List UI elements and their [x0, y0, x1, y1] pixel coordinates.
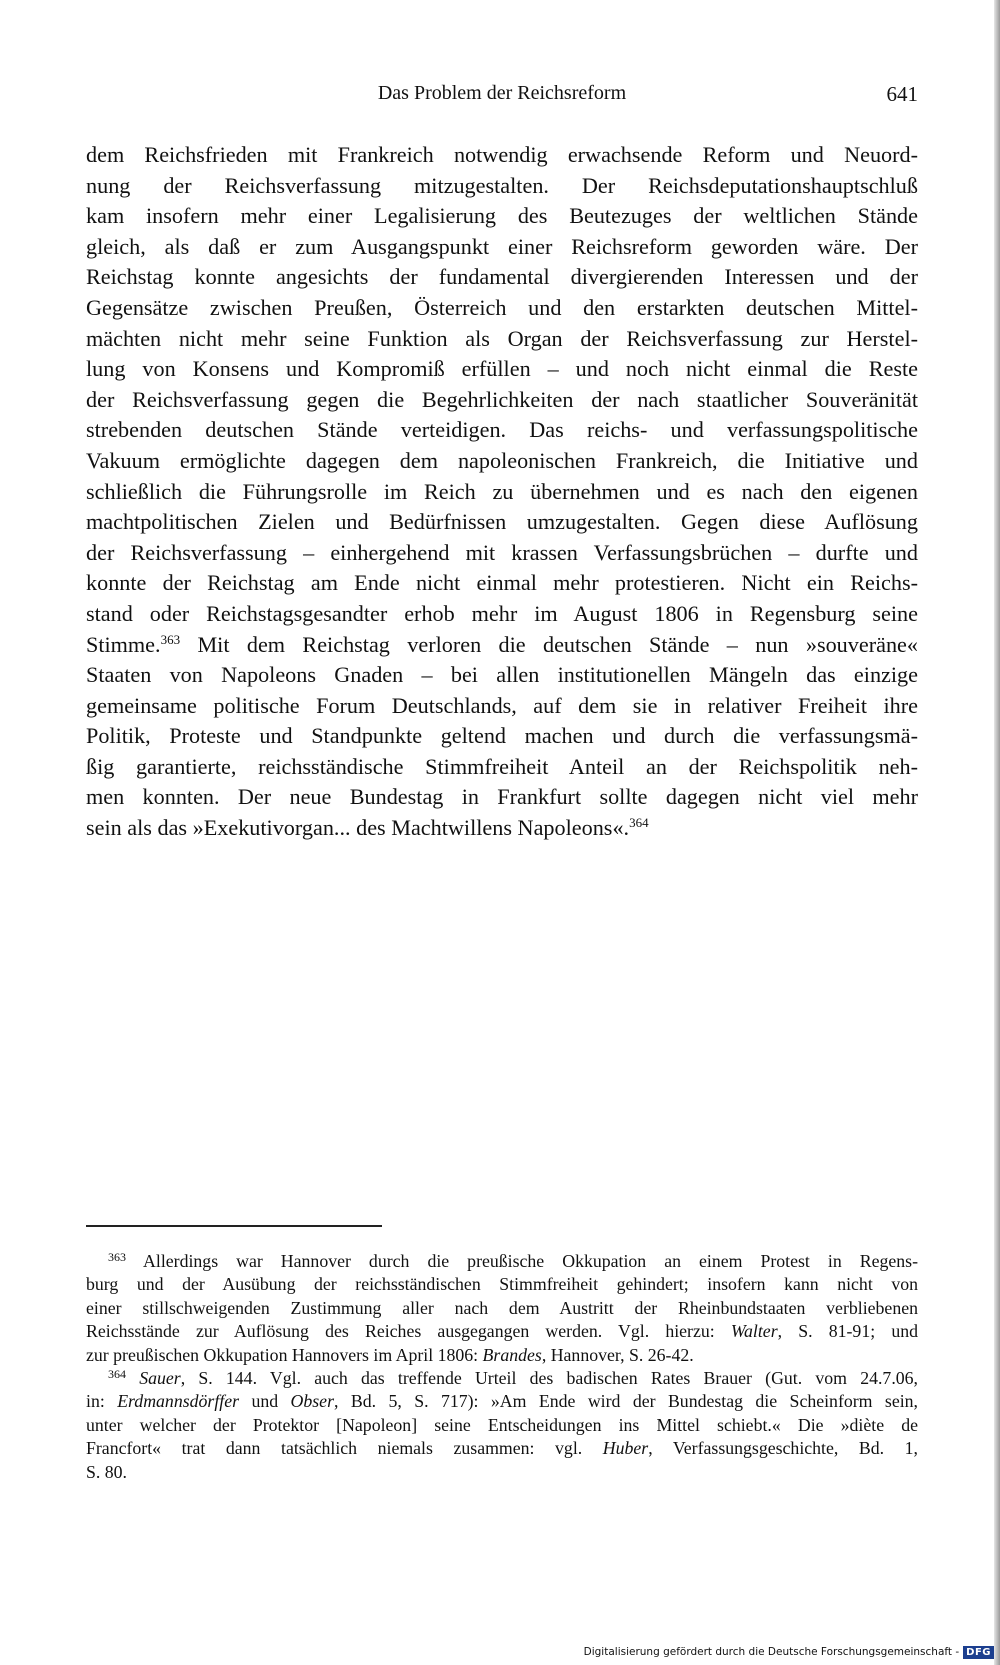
text-fragment: Reichsstände zur Auflösung des Reiches ausgegangen werden. Vgl. hierzu: — [86, 1321, 731, 1342]
text-fragment: zur preußischen Okkupation Hannovers im April 1806: — [86, 1344, 483, 1365]
text-fragment: und — [239, 1391, 291, 1412]
text-line: men konnten. Der neue Bundestag in Frankfurt sollte dagegen nicht viel mehr — [86, 784, 918, 810]
text-line: kam insofern mehr einer Legalisierung des Beutezuges der weltlichen Stände — [86, 203, 918, 229]
text-line: gemeinsame politische Forum Deutschlands, auf dem sie in relativer Freiheit ihre — [86, 692, 918, 718]
footnote-line: burg und der Ausübung der reichsständischen Stimmfreiheit gehindert; insofern kann nicht von — [86, 1274, 918, 1295]
text-line: mächten nicht mehr seine Funktion als Organ der Reichsverfassung zur Herstel- — [86, 325, 918, 351]
footnote-line — [86, 1437, 918, 1460]
text-line: ßig garantierte, reichsständische Stimmfreiheit Anteil an der Reichspolitik neh- — [86, 753, 918, 779]
footnote-ref-364: 364 — [629, 815, 649, 831]
author-name: Obser — [290, 1391, 334, 1412]
running-head — [86, 82, 918, 110]
footnote-line — [86, 1367, 918, 1390]
text-fragment: , Hannover, S. 26-42. — [541, 1344, 694, 1365]
text-line: konnte der Reichstag am Ende nicht einmal mehr protestieren. Nicht ein Reichs- — [86, 570, 918, 596]
footnote-364 — [86, 1367, 918, 1484]
footnote-number: 363 — [108, 1250, 126, 1264]
text-fragment: Mit dem Reichstag verloren die deutschen Stände – nun »souveräne« — [180, 631, 918, 657]
author-name: Brandes — [482, 1344, 542, 1365]
footnote-line: unter welcher der Protektor [Napoleon] seine Entscheidungen ins Mittel schiebt.« Die »diète de — [86, 1414, 918, 1435]
text-line: stand oder Reichstagsgesandter erhob mehr im August 1806 in Regensburg seine — [86, 600, 918, 626]
text-fragment: in: — [86, 1391, 118, 1412]
text-line: Gegensätze zwischen Preußen, Österreich und den erstarkten deutschen Mittel- — [86, 294, 918, 320]
text-line: gleich, als daß er zum Ausgangspunkt einer Reichsreform geworden wäre. Der — [86, 233, 918, 259]
text-line: Reichstag konnte angesichts der fundamental divergierenden Interessen und der — [86, 264, 918, 290]
text-line: der Reichsverfassung – einhergehend mit krassen Verfassungsbrüchen – durfte und — [86, 539, 918, 565]
footnote-separator — [86, 1225, 382, 1227]
author-name: Walter — [730, 1321, 778, 1342]
footnote-line — [86, 1250, 918, 1273]
author-name: Erdmannsdörffer — [117, 1391, 240, 1412]
main-text — [86, 140, 918, 844]
text-line: Politik, Proteste und Standpunkte geltend machen und durch die verfassungsmä- — [86, 723, 918, 749]
text-line: der Reichsverfassung gegen die Begehrlichkeiten der nach staatlicher Souveränität — [86, 386, 918, 412]
running-title: Das Problem der Reichsreform — [377, 82, 627, 104]
funding-text: Digitalisierung gefördert durch die Deutsche Forschungsgemeinschaft - — [583, 1646, 960, 1658]
text-fragment: , S. 144. Vgl. auch das treffende Urteil des badischen Rates Brauer (Gut. vom 24.7.06, — [180, 1367, 918, 1388]
footnote-ref-363: 363 — [160, 631, 181, 647]
dfg-logo-icon: DFG — [963, 1646, 994, 1659]
footnote-line — [86, 1320, 918, 1343]
text-line: strebenden deutschen Stände verteidigen. Das reichs- und verfassungspolitische — [86, 417, 918, 443]
text-line: dem Reichsfrieden mit Frankreich notwendig erwachsende Reform und Neuord- — [86, 142, 918, 167]
text-line — [86, 630, 918, 661]
text-line: machtpolitischen Zielen und Bedürfnissen umzugestalten. Gegen diese Auflösung — [86, 509, 918, 535]
text-line: nung der Reichsverfassung mitzugestalten. Der Reichsdeputationshauptschluß — [86, 172, 918, 198]
author-name: Huber — [602, 1438, 649, 1459]
footnote-line — [86, 1390, 918, 1413]
text-line: Vakuum ermöglichte dagegen dem napoleonischen Frankreich, die Initiative und — [86, 447, 918, 473]
text-fragment: Francfort« trat dann tatsächlich niemals zusammen: vgl. — [86, 1438, 603, 1459]
funding-notice — [584, 1643, 994, 1661]
text-line: lung von Konsens und Kompromiß erfüllen – und noch nicht einmal die Reste — [86, 356, 918, 382]
footnote-line: S. 80. — [86, 1461, 128, 1482]
text-fragment: , Verfassungsgeschichte, Bd. 1, — [648, 1438, 918, 1459]
footnote-number: 364 — [108, 1366, 126, 1381]
author-name: Sauer — [139, 1367, 181, 1388]
page-number: 641 — [886, 82, 918, 106]
text-line: schließlich die Führungsrolle im Reich zu übernehmen und es nach den eigenen — [86, 478, 918, 504]
text-line: Staaten von Napoleons Gnaden – bei allen institutionellen Mängeln das einzige — [86, 662, 918, 688]
footnote-line — [86, 1344, 918, 1367]
footnote-line: einer stillschweigenden Zustimmung aller nach dem Austritt der Rheinbundstaaten verbliebenen — [86, 1297, 918, 1318]
text-fragment: , S. 81-91; und — [777, 1321, 918, 1342]
text-fragment: , Bd. 5, S. 717): »Am Ende wird der Bundestag die Scheinform sein, — [334, 1391, 919, 1412]
text-fragment: Allerdings war Hannover durch die preußische Okkupation an einem Protest in Regens- — [143, 1251, 918, 1271]
footnotes — [86, 1250, 918, 1484]
scan-edge-shadow — [994, 0, 1000, 1665]
footnote-363 — [86, 1250, 918, 1367]
text-fragment: sein als das »Exekutivorgan... des Machtwillens Napoleons«. — [86, 815, 630, 841]
text-line — [86, 813, 918, 844]
text-fragment: Stimme. — [86, 631, 161, 657]
